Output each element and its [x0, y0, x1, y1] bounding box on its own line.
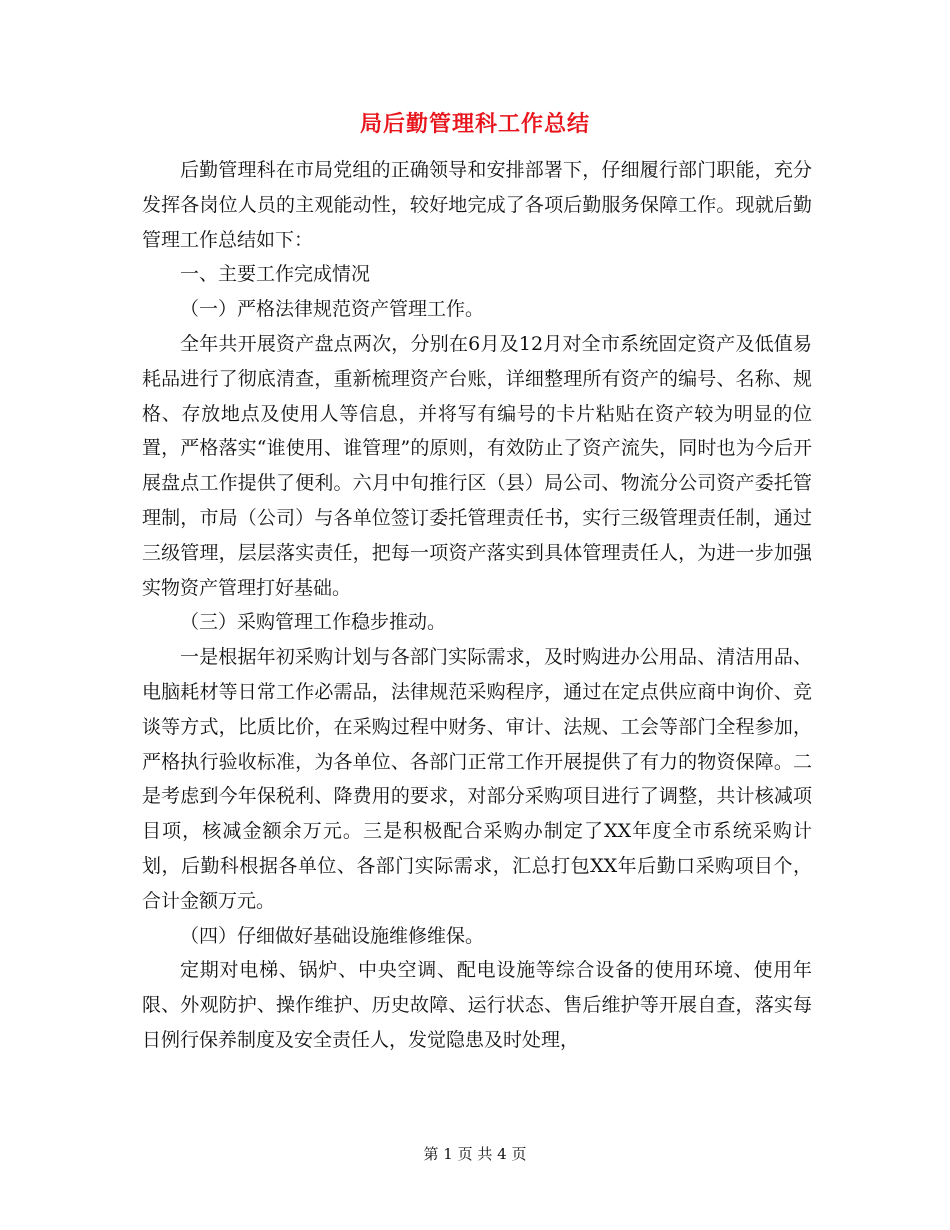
- subsection-heading-procurement: （三）采购管理工作稳步推动。: [180, 611, 447, 634]
- paragraph-maintenance: 定期对电梯、锅炉、中央空调、配电设施等综合设备的使用环境、使用年限、外观防护、操作维护、历史故障、运行状态、售后维护等开展自查，落实每日例行保养制度及安全责任人，发觉隐患及时处理，: [142, 959, 812, 1051]
- subsection-heading-assets: （一）严格法律规范资产管理工作。: [180, 298, 485, 321]
- document-body: [142, 153, 812, 1058]
- page-number-footer: 第 1 页 共 4 页: [423, 1145, 527, 1163]
- paragraph-procurement: 一是根据年初采购计划与各部门实际需求，及时购进办公用品、清洁用品、电脑耗材等日常工作必需品，法律规范采购程序，通过在定点供应商中询价、竞谈等方式，比质比价，在采购过程中财务、审计、法规、工会等部门全程参加，严格执行验收标准，为各单位、各部门正常工作开展提供了有力的物资保障。二是考虑到今年保税利、降费用的要求，对部分采购项目进行了调整，共计核减项目项，核减金额余万元。三是积极配合采购办制定了XX年度全市系统采购计划，后勤科根据各单位、各部门实际需求，汇总打包XX年后勤口采购项目个，合计金额万元。: [142, 646, 812, 912]
- paragraph-assets: 全年共开展资产盘点两次，分别在6月及12月对全市系统固定资产及低值易耗品进行了彻底清查，重新梳理资产台账，详细整理所有资产的编号、名称、规格、存放地点及使用人等信息，并将写有编号的卡片粘贴在资产较为明显的位置，严格落实“谁使用、谁管理”的原则，有效防止了资产流失，同时也为今后开展盘点工作提供了便利。六月中旬推行区（县）局公司、物流分公司资产委托管理制，市局（公司）与各单位签订委托管理责任书，实行三级管理责任制，通过三级管理，层层落实责任，把每一项资产落实到具体管理责任人，为进一步加强实物资产管理打好基础。: [142, 332, 812, 599]
- section-heading-main-work: 一、主要工作完成情况: [180, 263, 371, 286]
- subsection-heading-maintenance: （四）仔细做好基础设施维修维保。: [180, 924, 485, 947]
- document-title: 局后勤管理科工作总结: [359, 111, 590, 137]
- paragraph-intro: 后勤管理科在市局党组的正确领导和安排部署下，仔细履行部门职能，充分发挥各岗位人员的主观能动性，较好地完成了各项后勤服务保障工作。现就后勤管理工作总结如下：: [142, 159, 812, 251]
